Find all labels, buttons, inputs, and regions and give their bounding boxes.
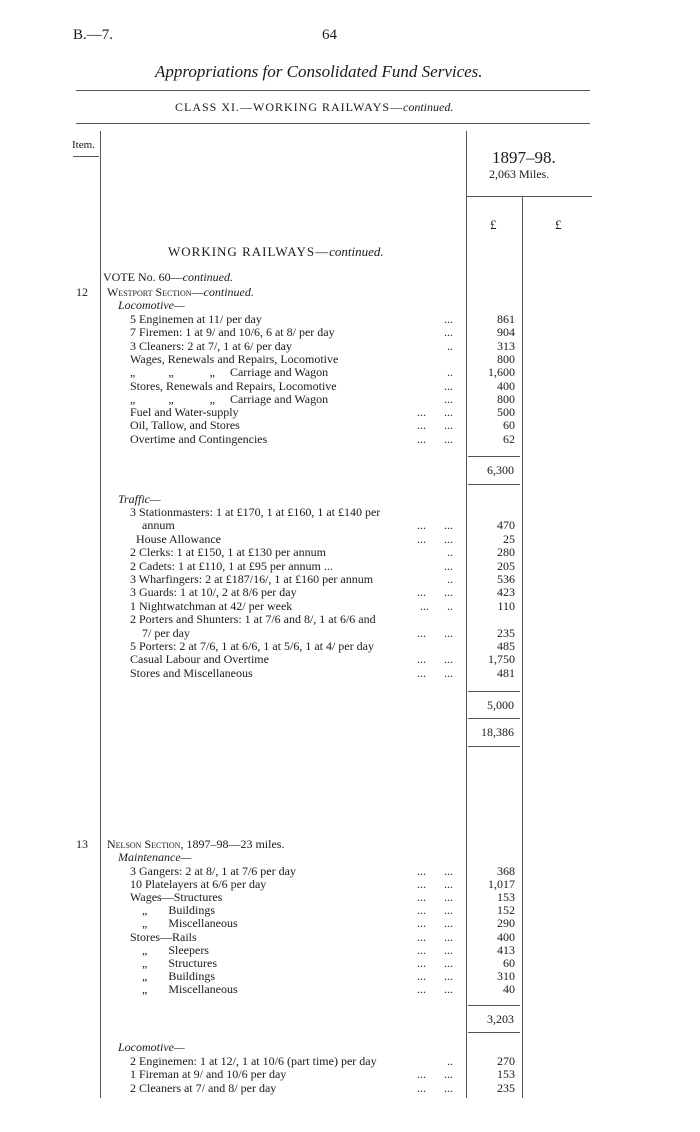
fiscal-year: 1897–98. xyxy=(492,148,556,167)
ledger-row-amount: 800 xyxy=(497,391,515,406)
leader-dots: ... xyxy=(444,378,453,393)
leader-dots: ... xyxy=(444,391,453,406)
leader-dots: ... ... xyxy=(417,652,453,667)
ledger-row xyxy=(130,891,515,904)
ledger-row xyxy=(130,586,515,599)
ledger-row xyxy=(130,931,515,944)
ledger-row xyxy=(130,533,515,546)
ledger-row xyxy=(130,433,515,446)
item-column-header: Item. xyxy=(72,139,95,151)
pound-symbol-col1: £ xyxy=(490,217,497,232)
ledger-row-label: Stores, Renewals and Repairs, Locomotive xyxy=(130,378,337,393)
leader-dots: ... ... xyxy=(417,981,453,996)
ledger-row-amount: 205 xyxy=(497,558,515,573)
amount-column-rule-mid xyxy=(522,196,523,1098)
ledger-row xyxy=(130,560,515,573)
ledger-row xyxy=(130,1082,515,1095)
ledger-row-amount: 60 xyxy=(503,418,515,433)
leader-dots: ... ... xyxy=(417,929,453,944)
ledger-row-label: „ Miscellaneous xyxy=(130,916,238,931)
leader-dots: ... ... xyxy=(417,942,453,957)
ledger-row-label: Overtime and Contingencies xyxy=(130,431,268,446)
leader-dots: ... xyxy=(444,312,453,326)
ledger-row xyxy=(130,573,515,586)
item-number-12: 12 xyxy=(76,285,88,299)
ledger-row-label: „ „ „ Carriage and Wagon xyxy=(130,365,329,380)
leader-dots: ... ... xyxy=(417,405,453,420)
leader-dots: ... ... xyxy=(417,968,453,983)
ledger-row-label: Stores and Miscellaneous xyxy=(130,665,253,680)
ledger-row xyxy=(130,353,515,366)
leader-dots: ... ... xyxy=(417,625,453,640)
westport-traffic-heading: Traffic— xyxy=(118,492,161,506)
ledger-row-label: 2 Enginemen: 1 at 12/, 1 at 10/6 (part time) per day xyxy=(130,1054,377,1068)
ledger-row-amount: 1,750 xyxy=(488,652,515,667)
westport-locomotive-total: 6,300 xyxy=(487,463,514,477)
ledger-row-label: 2 Porters and Shunters: 1 at 7/6 and 8/, 1 at 6/6 and xyxy=(130,612,376,627)
leader-dots: ... xyxy=(444,558,453,573)
leader-dots: ... ... xyxy=(417,431,453,446)
ledger-row-amount: 800 xyxy=(497,351,515,366)
leader-dots: ... xyxy=(444,325,453,340)
leader-dots: .. xyxy=(447,338,453,353)
leader-dots: ... ... xyxy=(417,955,453,970)
leader-dots: ... ... xyxy=(417,665,453,680)
ledger-row-label: 3 Stationmasters: 1 at £170, 1 at £160, 1 at £140 per xyxy=(130,505,381,519)
westport-section-heading: Westport Section—continued. xyxy=(107,285,254,299)
subtotal-rule xyxy=(468,1032,520,1033)
ledger-row-label: 2 Cleaners at 7/ and 8/ per day xyxy=(130,1080,277,1095)
ledger-row-amount: 861 xyxy=(497,312,515,326)
ledger-row xyxy=(130,366,515,379)
ledger-row-amount: 481 xyxy=(497,665,515,680)
page-title: Appropriations for Consolidated Fund Services. xyxy=(155,62,483,81)
ledger-row-label: „ Sleepers xyxy=(130,942,209,957)
ledger-row-label: „ „ „ Carriage and Wagon xyxy=(130,391,329,406)
ledger-row xyxy=(130,878,515,891)
ledger-row-amount: 60 xyxy=(503,955,515,970)
ledger-row-label: 2 Cadets: 1 at £110, 1 at £95 per annum ... xyxy=(130,558,333,573)
ledger-row-label: „ Buildings xyxy=(130,968,216,983)
leader-dots: ... ... xyxy=(417,877,453,892)
ledger-row xyxy=(130,546,515,559)
ledger-row xyxy=(130,600,515,613)
ledger-row xyxy=(130,970,515,983)
ledger-row-label: Wages—Structures xyxy=(130,890,223,905)
item-header-rule xyxy=(73,156,99,157)
ledger-row xyxy=(130,917,515,930)
nelson-section-heading: Nelson Section, 1897–98—23 miles. xyxy=(107,837,285,851)
ledger-row xyxy=(130,506,515,519)
ledger-row xyxy=(130,419,515,432)
ledger-row-label: Stores—Rails xyxy=(130,929,197,944)
item-number-13: 13 xyxy=(76,837,88,851)
ledger-row-amount: 536 xyxy=(497,572,515,586)
ledger-row xyxy=(130,667,515,680)
leader-dots: .. xyxy=(447,365,453,380)
ledger-row-label: 5 Enginemen at 11/ per day xyxy=(130,312,262,326)
ledger-row xyxy=(130,983,515,996)
year-header-rule xyxy=(466,196,592,197)
ledger-row xyxy=(130,640,515,653)
ledger-row-amount: 40 xyxy=(503,981,515,996)
ledger-row-label: 1 Fireman at 9/ and 10/6 per day xyxy=(130,1067,287,1082)
pound-symbol-col2: £ xyxy=(555,217,562,232)
ledger-row-amount: 1,017 xyxy=(488,877,515,892)
ledger-row-amount: 290 xyxy=(497,916,515,931)
ledger-row-amount: 25 xyxy=(503,531,515,546)
leader-dots: .. xyxy=(447,1054,453,1068)
ledger-row xyxy=(130,613,515,626)
leader-dots: ... ... xyxy=(417,903,453,918)
route-miles: 2,063 Miles. xyxy=(489,167,550,181)
ledger-row xyxy=(130,326,515,339)
leader-dots: ... ... xyxy=(417,1067,453,1082)
subtotal-rule xyxy=(468,691,520,692)
leader-dots: ... ... xyxy=(417,531,453,546)
ledger-row xyxy=(130,627,515,640)
ledger-row xyxy=(130,944,515,957)
leader-dots: ... .. xyxy=(420,598,453,613)
section-heading: WORKING RAILWAYS—continued. xyxy=(168,244,384,259)
westport-traffic-total: 5,000 xyxy=(487,698,514,712)
leader-dots: ... ... xyxy=(417,585,453,600)
ledger-row-amount: 152 xyxy=(497,903,515,918)
ledger-row xyxy=(130,406,515,419)
ledger-row xyxy=(130,653,515,666)
header-rule-top xyxy=(76,90,590,91)
ledger-row-amount: 280 xyxy=(497,545,515,560)
ledger-row-label: 3 Wharfingers: 2 at £187/16/, 1 at £160 per annum xyxy=(130,572,374,586)
leader-dots: ... ... xyxy=(417,916,453,931)
ledger-row-amount: 485 xyxy=(497,639,515,653)
class-heading: CLASS XI.—WORKING RAILWAYS—continued. xyxy=(175,100,454,114)
leader-dots: ... ... xyxy=(417,418,453,433)
ledger-row-label: 10 Platelayers at 6/6 per day xyxy=(130,877,267,892)
ledger-row-amount: 313 xyxy=(497,338,515,353)
ledger-row-label: 3 Guards: 1 at 10/, 2 at 8/6 per day xyxy=(130,585,297,600)
ledger-row xyxy=(130,865,515,878)
ledger-row-label: annum xyxy=(130,518,175,533)
ledger-row xyxy=(130,393,515,406)
ledger-row-label: 5 Porters: 2 at 7/6, 1 at 6/6, 1 at 5/6, 1 at 4/ per day xyxy=(130,639,374,653)
ledger-row-amount: 904 xyxy=(497,325,515,340)
leader-dots: ... ... xyxy=(417,1080,453,1095)
ledger-row-label: 2 Clerks: 1 at £150, 1 at £130 per annum xyxy=(130,545,326,560)
ledger-row-amount: 470 xyxy=(497,518,515,533)
ledger-row-amount: 153 xyxy=(497,890,515,905)
ledger-row-amount: 1,600 xyxy=(488,365,515,380)
subtotal-rule xyxy=(468,1005,520,1006)
ledger-row xyxy=(130,313,515,326)
ledger-row-label: 1 Nightwatchman at 42/ per week xyxy=(130,598,293,613)
total-rule xyxy=(468,746,520,747)
vote-heading: VOTE No. 60—continued. xyxy=(103,270,233,284)
ledger-row-label: Casual Labour and Overtime xyxy=(130,652,269,667)
ledger-row-amount: 310 xyxy=(497,968,515,983)
leader-dots: ... ... xyxy=(417,518,453,533)
ledger-row-amount: 153 xyxy=(497,1067,515,1082)
page-number: 64 xyxy=(322,27,337,43)
nelson-locomotive-heading: Locomotive— xyxy=(118,1040,185,1054)
ledger-row-amount: 400 xyxy=(497,378,515,393)
nelson-maintenance-heading: Maintenance— xyxy=(118,850,192,864)
ledger-row-label: „ Miscellaneous xyxy=(130,981,238,996)
ledger-row-amount: 110 xyxy=(497,598,515,613)
ledger-row xyxy=(130,957,515,970)
ledger-row-label: 3 Gangers: 2 at 8/, 1 at 7/6 per day xyxy=(130,864,296,878)
item-column-rule xyxy=(100,131,101,1098)
ledger-row-amount: 413 xyxy=(497,942,515,957)
subtotal-rule xyxy=(468,484,520,485)
ledger-row-amount: 368 xyxy=(497,864,515,878)
ledger-row-amount: 62 xyxy=(503,431,515,446)
ledger-row-label: „ Buildings xyxy=(130,903,216,918)
ledger-row-label: „ Structures xyxy=(130,955,217,970)
subtotal-rule xyxy=(468,456,520,457)
leader-dots: .. xyxy=(447,545,453,560)
ledger-row-label: Oil, Tallow, and Stores xyxy=(130,418,240,433)
ledger-row-amount: 235 xyxy=(497,1080,515,1095)
leader-dots: ... ... xyxy=(417,864,453,878)
westport-locomotive-heading: Locomotive— xyxy=(118,298,185,312)
ledger-row-label: 3 Cleaners: 2 at 7/, 1 at 6/ per day xyxy=(130,338,292,353)
ledger-row-amount: 423 xyxy=(497,585,515,600)
ledger-row xyxy=(130,1055,515,1068)
ledger-row xyxy=(130,380,515,393)
nelson-maintenance-total: 3,203 xyxy=(487,1012,514,1026)
header-rule-bottom xyxy=(76,123,590,124)
westport-grand-total: 18,386 xyxy=(481,725,514,739)
ledger-row-label: Wages, Renewals and Repairs, Locomotive xyxy=(130,351,339,366)
leader-dots: .. xyxy=(447,572,453,586)
leader-dots: ... ... xyxy=(417,890,453,905)
document-reference: B.—7. xyxy=(73,27,114,43)
ledger-row-label: Fuel and Water-supply xyxy=(130,405,239,420)
ledger-row xyxy=(130,904,515,917)
ledger-row xyxy=(130,1068,515,1081)
ledger-row-amount: 235 xyxy=(497,625,515,640)
ledger-row xyxy=(130,519,515,532)
ledger-row-amount: 270 xyxy=(497,1054,515,1068)
ledger-row-label: House Allowance xyxy=(130,531,221,546)
ledger-row-label: 7 Firemen: 1 at 9/ and 10/6, 6 at 8/ per day xyxy=(130,325,335,340)
ledger-row xyxy=(130,340,515,353)
ledger-row-amount: 400 xyxy=(497,929,515,944)
subtotal-rule xyxy=(468,718,520,719)
ledger-row-label: 7/ per day xyxy=(130,625,190,640)
ledger-row-amount: 500 xyxy=(497,405,515,420)
